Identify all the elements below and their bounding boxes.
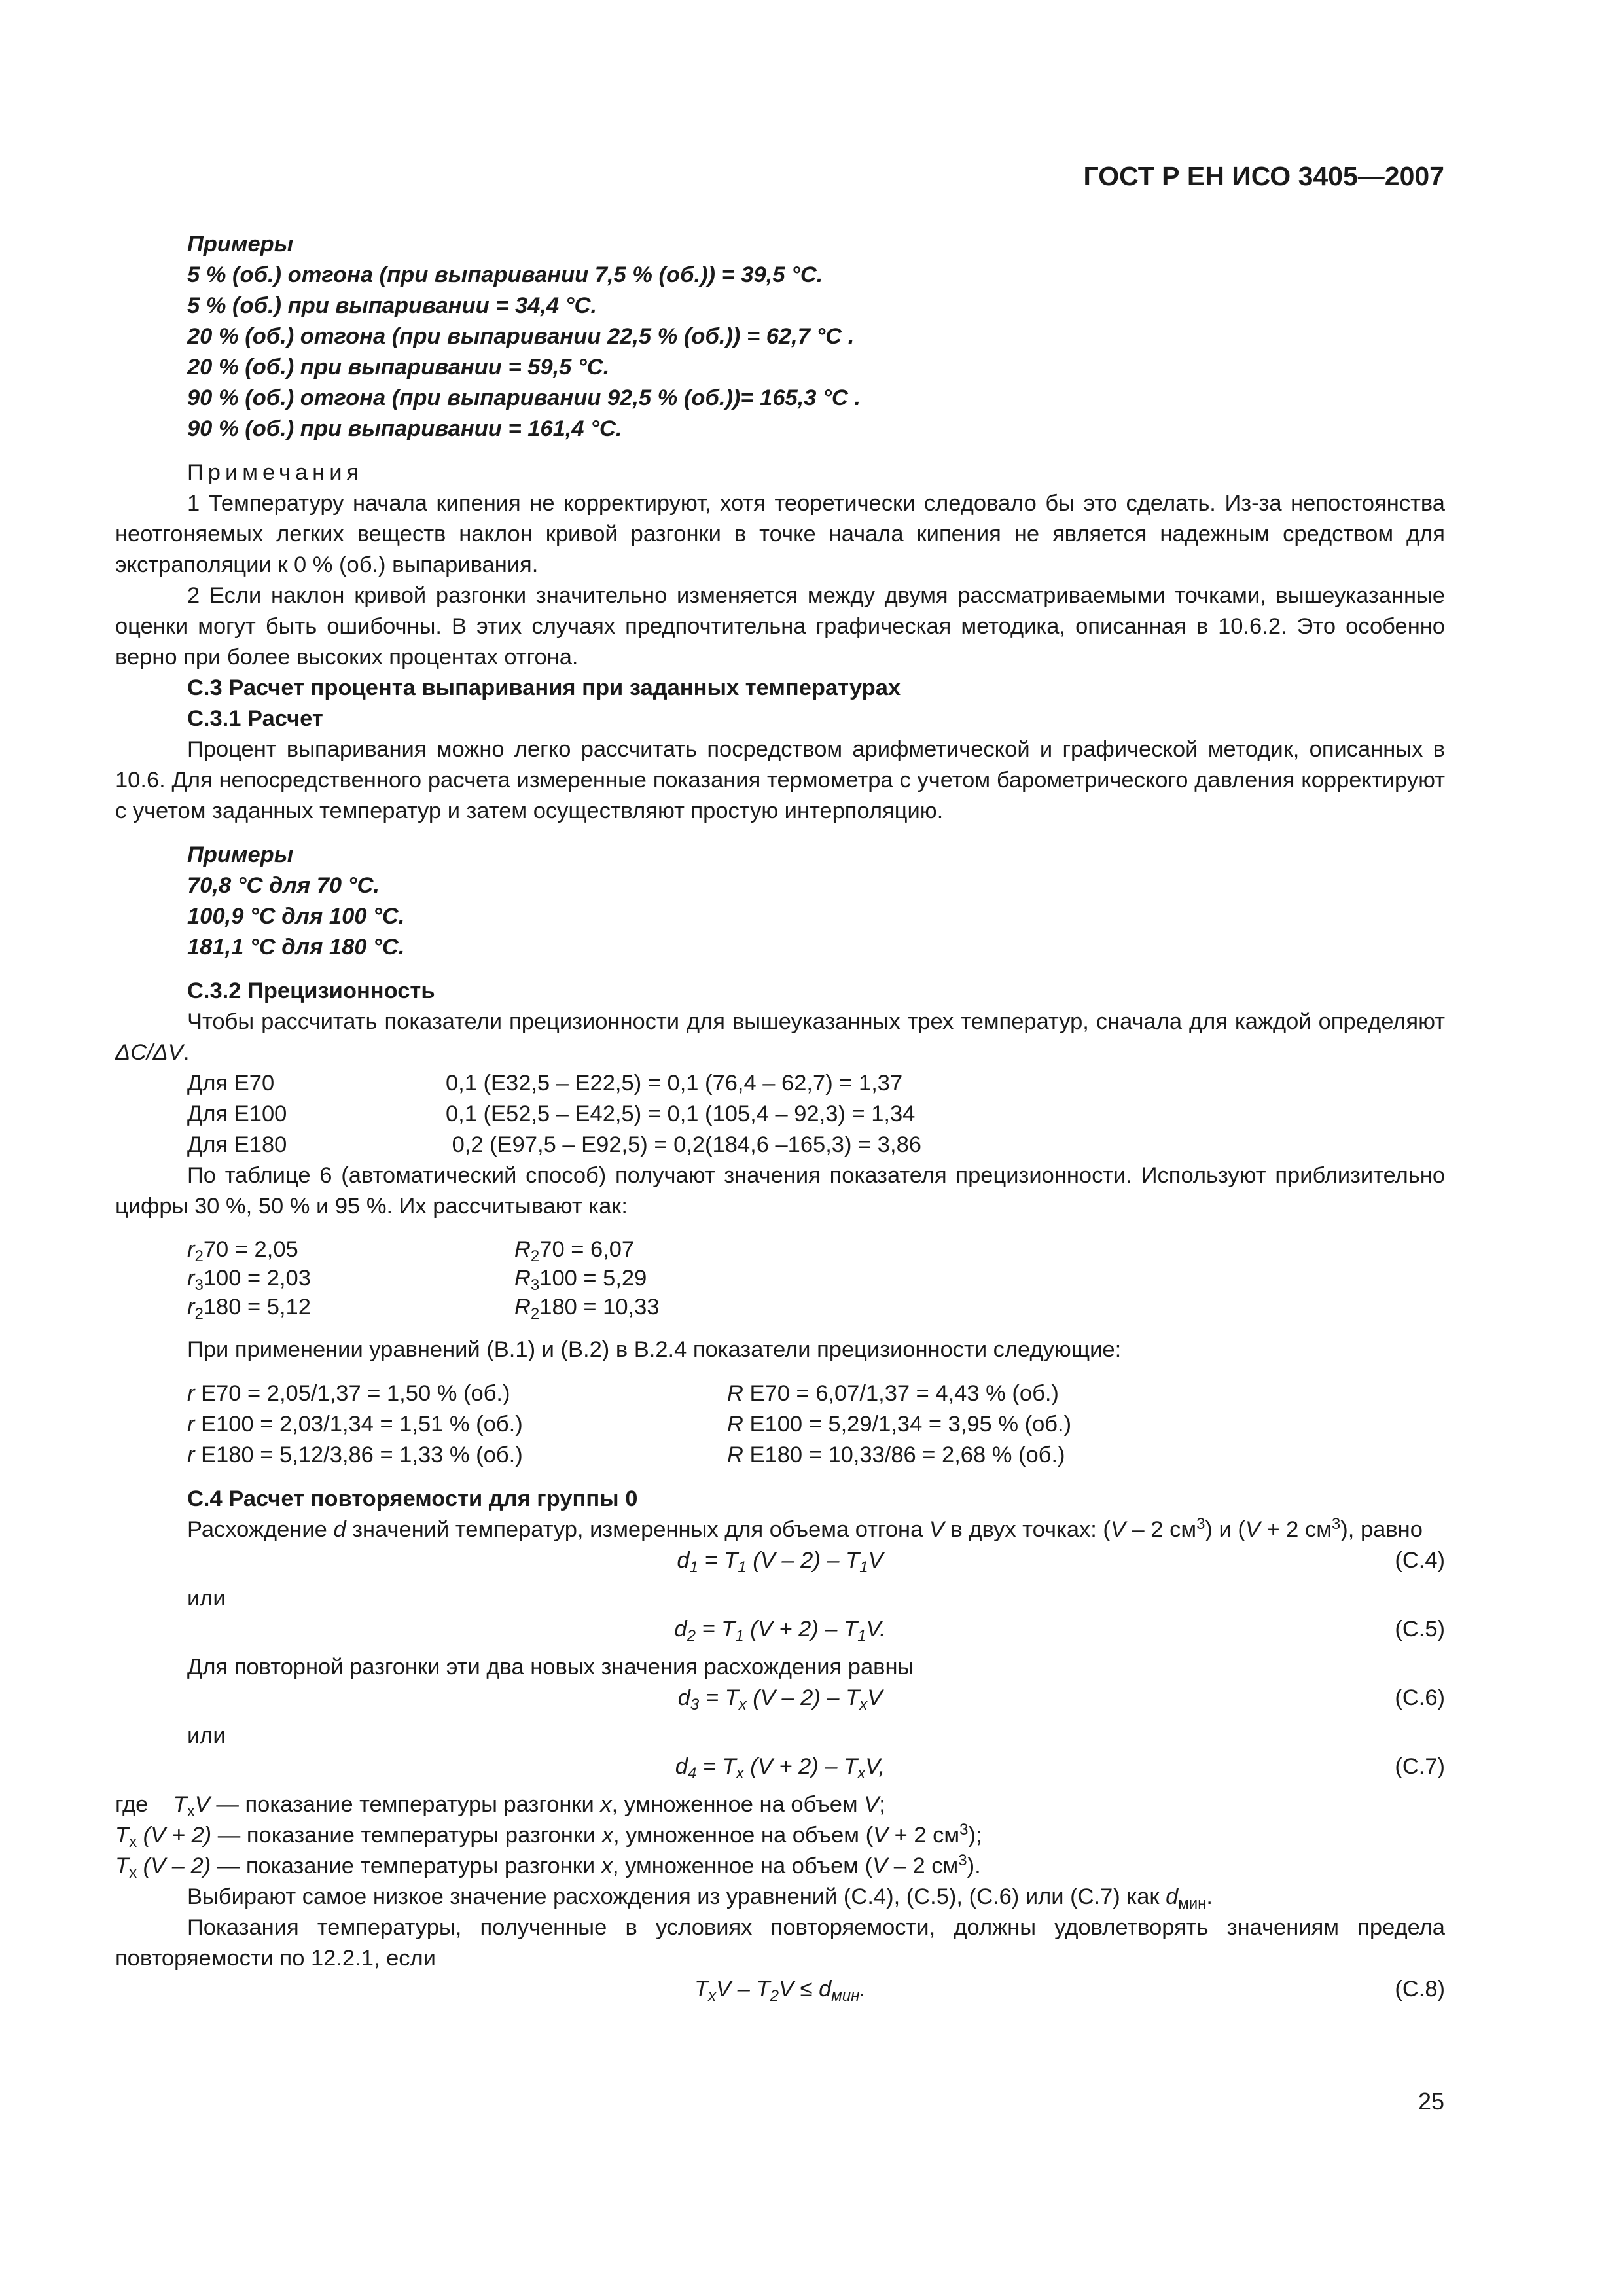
repeat-text: Для повторной разгонки эти два новых значения расхождения равны <box>187 1655 914 1679</box>
page-number: 25 <box>1418 2088 1444 2115</box>
example-line: 20 % (об.) отгона (при выпаривании 22,5 % (об.)) = 62,7 °С . <box>187 324 855 349</box>
where-line-1: где $T_xV$ — показание температуры разгонки x, умноженное на объем V; <box>115 1792 885 1820</box>
standard-header: ГОСТ Р ЕН ИСО 3405—2007 <box>1083 161 1444 191</box>
equation-number: (С.5) <box>1395 1617 1445 1641</box>
or-word: или <box>187 1586 226 1611</box>
equation-number: (С.7) <box>1395 1754 1445 1779</box>
note-1: 1 Температуру начала кипения не корректируют, хотя теоретически следовало бы это сделать. Из-за непостоянства неотгоняемых легких веществ наклон кривой разгонки в точке начала кипения не является надежным средством для экстраполяции к 0 % (об.) выпаривания. <box>115 491 1445 577</box>
prec-row: r Е100 = 2,03/1,34 = 1,51 % (об.) R Е100 = 5,29/1,34 = 3,95 % (об.) <box>187 1412 1072 1437</box>
examples-block-1 <box>187 229 1445 444</box>
precision-row: Для Е180 0,2 (Е97,5 – Е92,5) = 0,2(184,6 –165,3) = 3,86 <box>187 1132 921 1157</box>
example-line: 90 % (об.) отгона (при выпаривании 92,5 % (об.))= 165,3 °С . <box>187 386 861 410</box>
or-word: или <box>187 1723 226 1748</box>
section-c3-title: С.3 Расчет процента выпаривания при заданных температурах <box>187 675 901 700</box>
rr-row: $r_3100 = 2,03$ $R_3100 = 5,29$ <box>187 1266 647 1294</box>
example-line: 5 % (об.) при выпаривании = 34,4 °С. <box>187 293 597 318</box>
example-line: 100,9 °С для 100 °С. <box>187 904 405 929</box>
section-c4-intro: Расхождение d значений температур, измеренных для объема отгона V в двух точках: (V – 2 $см^3$) и (V + 2 $см^3$), равно <box>187 1515 1423 1542</box>
section-c32-title: С.3.2 Прецизионность <box>187 978 435 1003</box>
formula-c7: $d_4 = T_x$ $(V + 2) - T_xV$, (С.7) <box>115 1751 1445 1789</box>
example-line: 70,8 °С для 70 °С. <box>187 873 380 898</box>
formula-c4: $d_1 = T_1$ $(V - 2) - T_1V$ (С.4) <box>115 1545 1445 1583</box>
table-6-text: По таблице 6 (автоматический способ) получают значения показателя прецизионности. Используют приблизительно цифры 30 %, 50 % и 95 %. Их рассчитывают как: <box>115 1163 1445 1219</box>
equation-number: (С.8) <box>1395 1977 1445 2001</box>
equation-number: (С.6) <box>1395 1685 1445 1710</box>
select-text: Выбирают самое низкое значение расхождения из уравнений (С.4), (С.5), (С.6) или (С.7) как $d_{мин}$. <box>187 1884 1213 1912</box>
section-c32-intro: Чтобы рассчитать показатели прецизионности для вышеуказанных трех температур, сначала для каждой определяют ΔC/ΔV. <box>115 1009 1445 1065</box>
where-line-2: $T_x$ (V + 2) — показание температуры разгонки x, умноженное на объем (V + 2 $см^3$); <box>115 1821 982 1851</box>
prec-row: r Е70 = 2,05/1,37 = 1,50 % (об.) R Е70 = 6,07/1,37 = 4,43 % (об.) <box>187 1381 1059 1406</box>
apply-text: При применении уравнений (В.1) и (В.2) в В.2.4 показатели прецизионности следующие: <box>187 1337 1122 1362</box>
section-c31-text: Процент выпаривания можно легко рассчитать посредством арифметической и графической методик, описанных в 10.6. Для непосредственного расчета измеренные показания термометра с учетом барометрического давления корректируют с учетом заданных температур и затем осуществляют простую интерполяцию. <box>115 737 1445 823</box>
example-line: 5 % (об.) отгона (при выпаривании 7,5 % (об.)) = 39,5 °С. <box>187 262 823 287</box>
rr-row: $r_2180 = 5,12$ $R_2180 = 10,33$ <box>187 1295 660 1323</box>
notes-title: Примечания <box>187 460 364 485</box>
note-2: 2 Если наклон кривой разгонки значительно изменяется между двумя рассматриваемыми точками, вышеуказанные оценки могут быть ошибочны. В этих случаях предпочтительна графическая методика, описанная в 10.6.2. Это особенно верно при более высоких процентах отгона. <box>115 583 1445 670</box>
section-c31-title: С.3.1 Расчет <box>187 706 323 731</box>
equation-number: (С.4) <box>1395 1548 1445 1573</box>
precision-row: Для Е70 0,1 (Е32,5 – Е22,5) = 0,1 (76,4 – 62,7) = 1,37 <box>187 1071 903 1096</box>
rr-row: $r_270 = 2,05$ $R_270 = 6,07$ <box>187 1237 635 1265</box>
formula-c6: $d_3 = T_x$ $(V - 2) - T_xV$ (С.6) <box>115 1683 1445 1721</box>
precision-row: Для Е100 0,1 (Е52,5 – Е42,5) = 0,1 (105,4 – 92,3) = 1,34 <box>187 1102 916 1126</box>
where-line-3: $T_x$ (V – 2) — показание температуры разгонки x, умноженное на объем (V – 2 $см^3$). <box>115 1852 981 1882</box>
section-c4-title: С.4 Расчет повторяемости для группы 0 <box>187 1486 638 1511</box>
formula-c8: $T_xV - T_2V \le d_{мин}$. (С.8) <box>115 1974 1445 2012</box>
examples-title: Примеры <box>187 842 294 867</box>
example-line: 181,1 °С для 180 °С. <box>187 935 405 960</box>
example-line: 90 % (об.) при выпаривании = 161,4 °С. <box>187 416 622 441</box>
prec-row: r Е180 = 5,12/3,86 = 1,33 % (об.) R Е180 = 10,33/86 = 2,68 % (об.) <box>187 1443 1065 1467</box>
examples-title: Примеры <box>187 232 294 257</box>
example-line: 20 % (об.) при выпаривании = 59,5 °С. <box>187 355 610 380</box>
examples-block-2 <box>187 840 1445 963</box>
formula-c5: $d_2 = T_1$ $(V + 2) - T_1V$. (С.5) <box>115 1614 1445 1652</box>
page-content <box>115 229 1445 2012</box>
repeatability-text: Показания температуры, полученные в условиях повторяемости, должны удовлетворять значениям предела повторяемости по 12.2.1, если <box>115 1915 1445 1971</box>
